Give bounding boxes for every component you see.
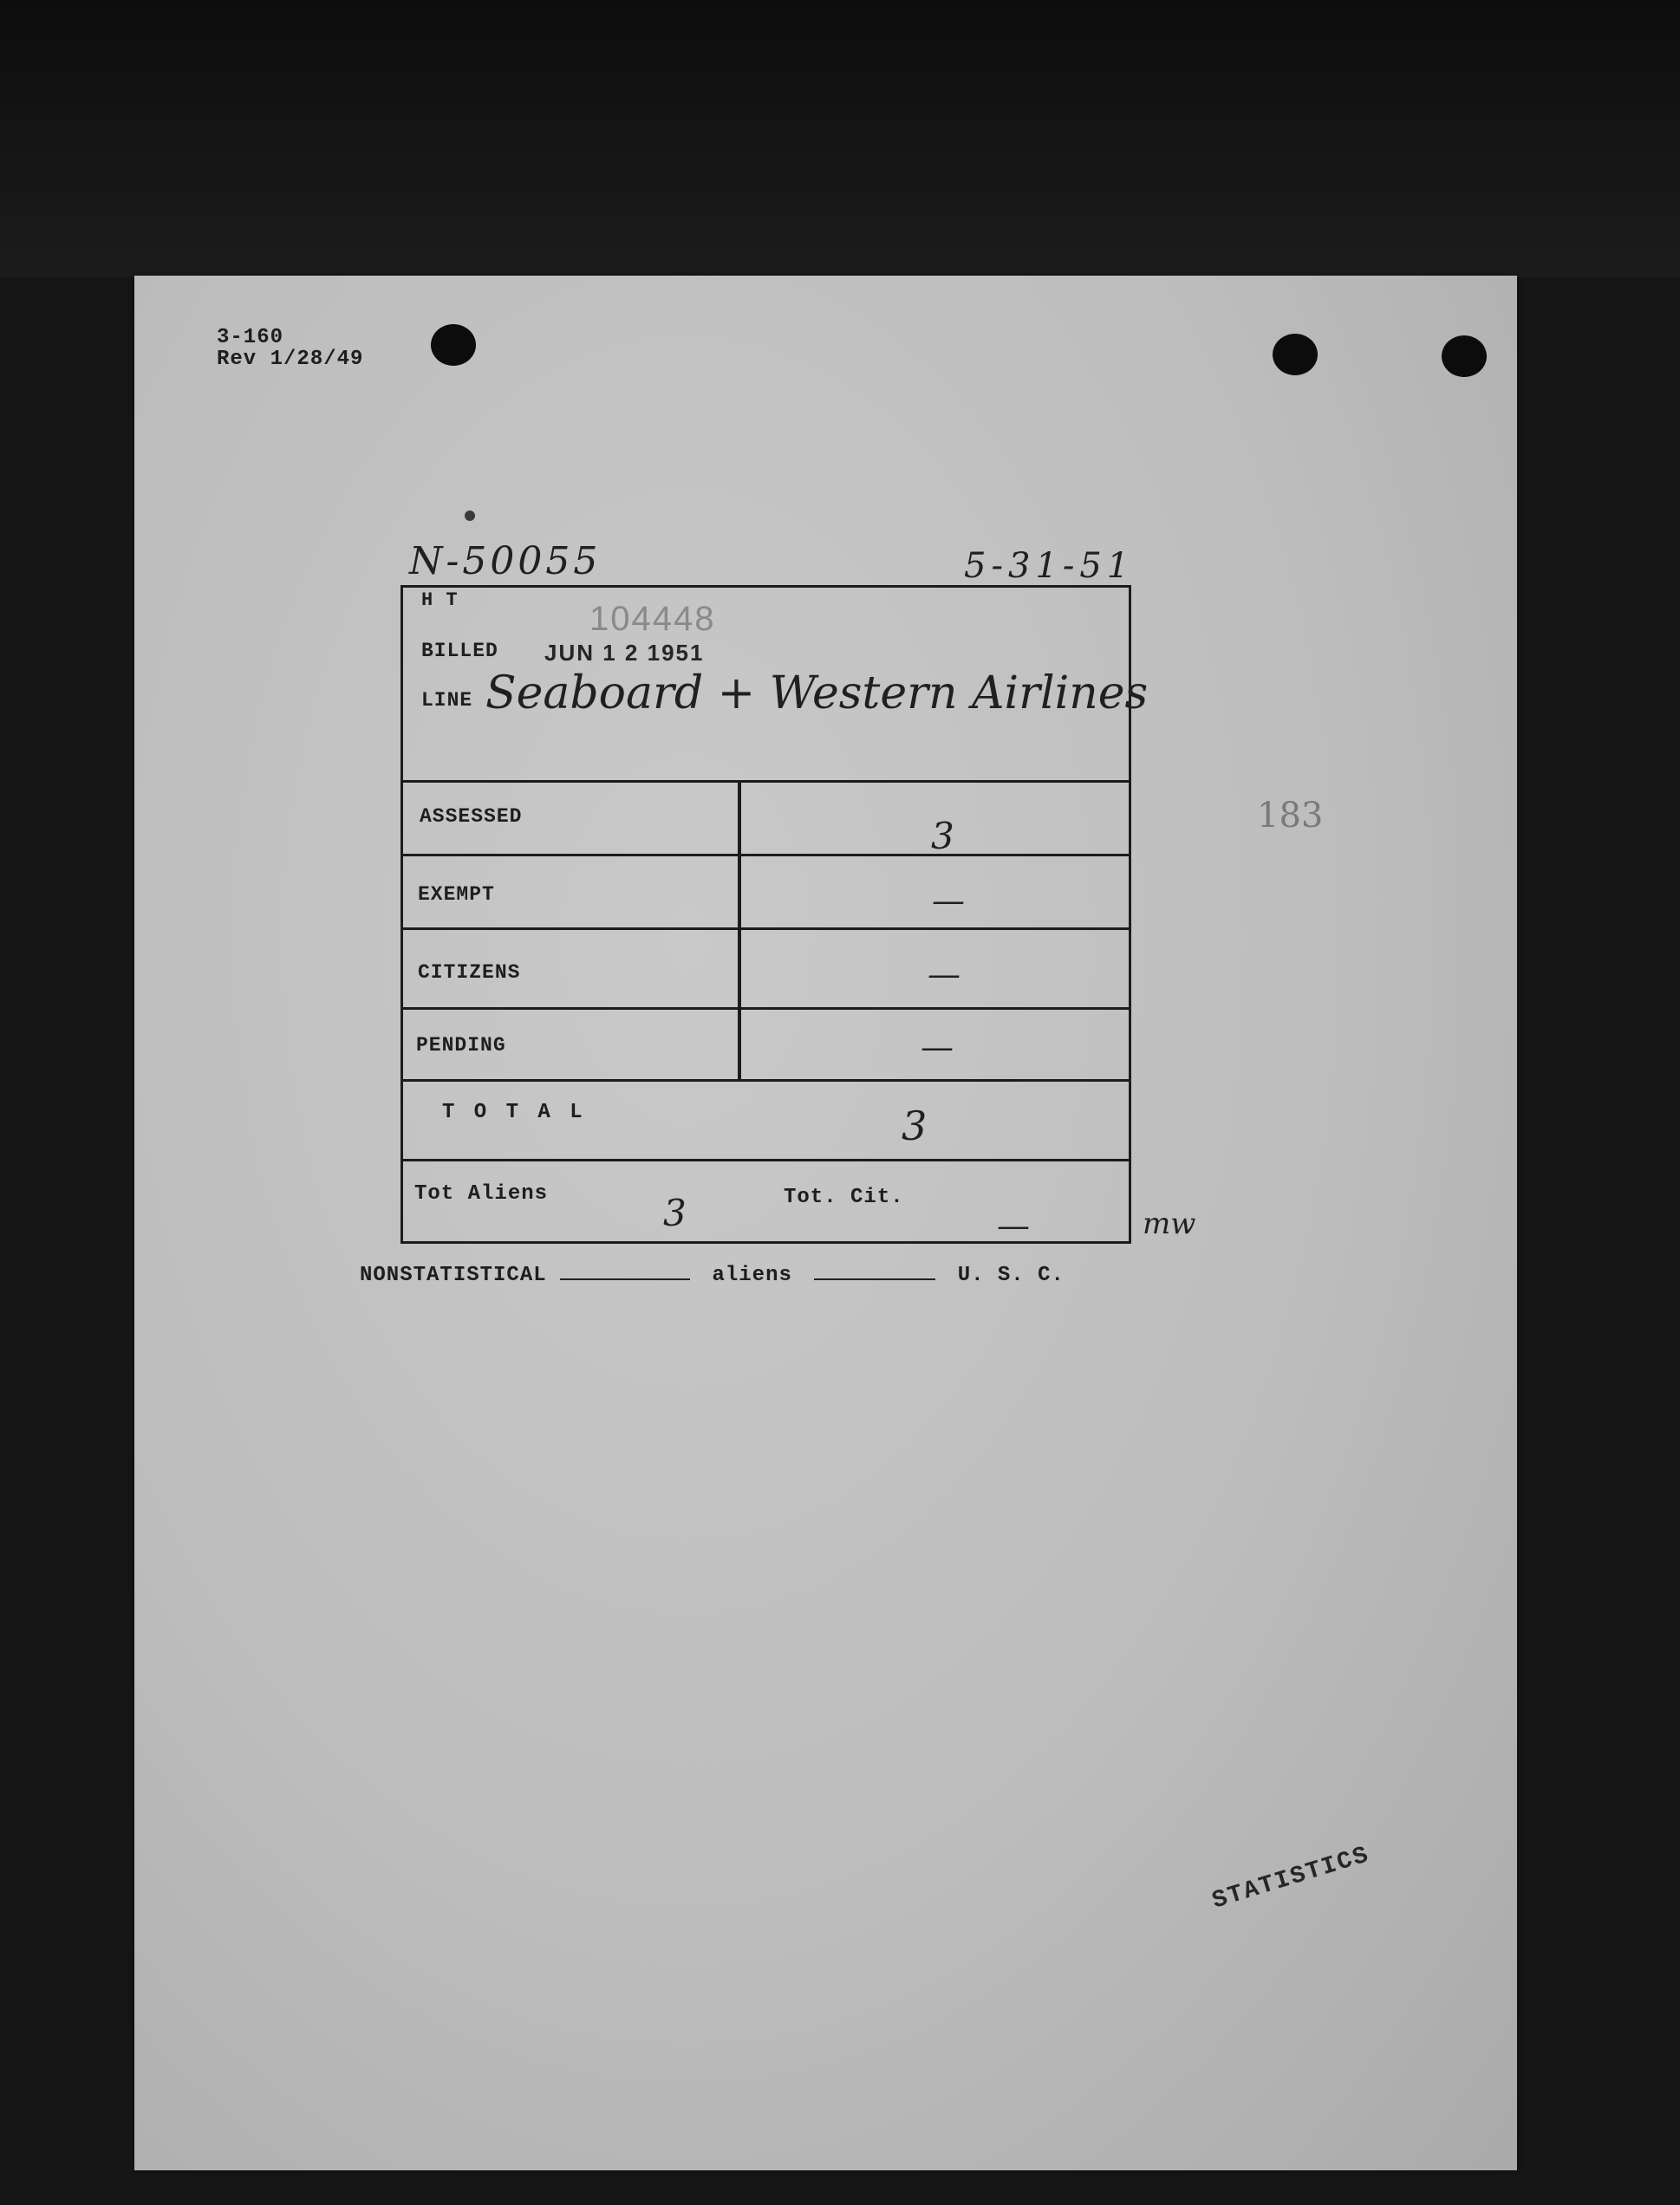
nonstatistical-label: NONSTATISTICAL	[360, 1264, 547, 1287]
form-number: 3-160	[217, 326, 284, 349]
exempt-value: —	[932, 881, 965, 920]
nonstatistical-aliens-blank	[560, 1278, 690, 1280]
form-revision: Rev 1/28/49	[217, 348, 364, 371]
citizens-label: CITIZENS	[418, 961, 521, 984]
total-value: 3	[902, 1102, 928, 1149]
column-divider	[738, 780, 741, 1079]
row-divider	[400, 1007, 1131, 1010]
billed-label: BILLED	[421, 640, 498, 662]
tot-cit-value: —	[997, 1207, 1030, 1245]
statistics-stamp: STATISTICS	[1209, 1842, 1373, 1916]
date-code: 5-31-51	[964, 546, 1135, 586]
billed-date: JUN 1 2 1951	[544, 640, 705, 666]
ht-label: H T	[421, 589, 459, 611]
line-label: LINE	[421, 689, 473, 712]
exempt-label: EXEMPT	[418, 883, 495, 906]
punch-hole	[1273, 334, 1318, 375]
row-divider	[400, 854, 1131, 856]
assessed-label: ASSESSED	[420, 805, 523, 828]
serial-number: 104448	[589, 600, 716, 638]
initials: mw	[1143, 1207, 1196, 1241]
film-border	[0, 0, 1680, 277]
tot-cit-label: Tot. Cit.	[784, 1186, 904, 1209]
row-divider	[400, 1079, 1131, 1082]
nonstatistical-usc-blank	[814, 1278, 935, 1280]
pending-label: PENDING	[416, 1034, 506, 1057]
line-value: Seaboard + Western Airlines	[485, 667, 1149, 719]
page-number: 183	[1257, 796, 1324, 836]
row-divider	[400, 927, 1131, 930]
pending-value: —	[921, 1028, 954, 1066]
manifest-number: N-50055	[409, 539, 602, 583]
punch-hole	[431, 324, 476, 366]
assessed-value: 3	[931, 815, 954, 857]
nonstatistical-line	[360, 1264, 1065, 1287]
total-label: T O T A L	[442, 1101, 586, 1124]
row-divider	[400, 1159, 1131, 1161]
aliens-label: aliens	[712, 1264, 792, 1287]
tot-aliens-label: Tot Aliens	[414, 1182, 549, 1206]
punch-hole	[1442, 335, 1487, 377]
tot-aliens-value: 3	[663, 1192, 687, 1234]
row-divider	[400, 780, 1131, 783]
usc-label: U. S. C.	[957, 1264, 1065, 1287]
ink-dot	[465, 511, 475, 521]
citizens-value: —	[928, 955, 960, 993]
